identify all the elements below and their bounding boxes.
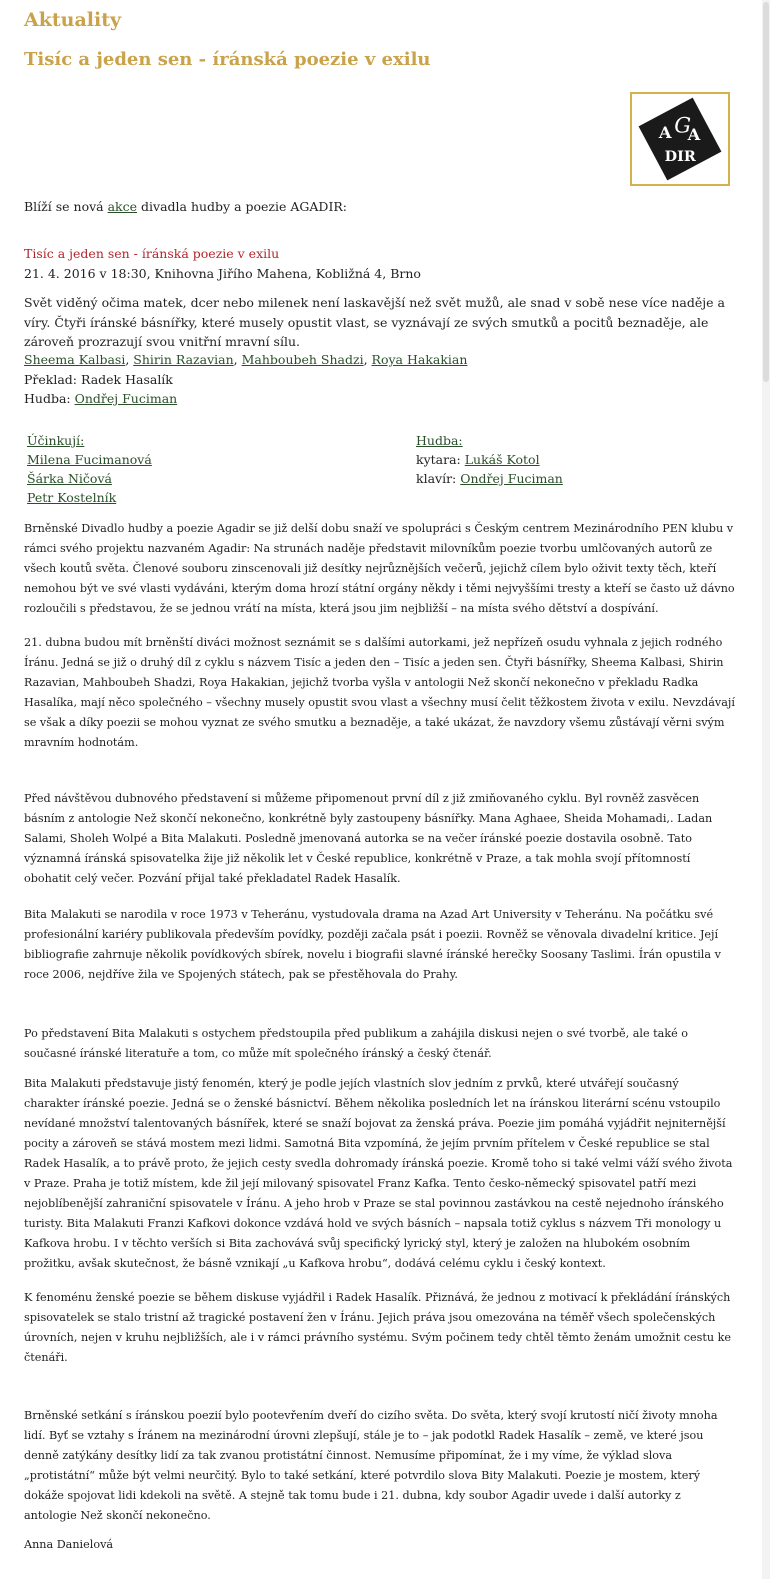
music-column (416, 431, 563, 488)
event-description: Svět viděný očima matek, dcer nebo milenek není laskavější než svět mužů, ale snad v sobě nese více naděje a víry. Čtyři íránské básnířky, které musely opustit vlast, se vyznávají ze svých smutků a pocitů beznaděje, ale zároveň prozrazují svou vnitřní mravní sílu. (24, 295, 725, 349)
poet-link[interactable]: Shirin Razavian (133, 352, 234, 367)
event-when-where: 21. 4. 2016 v 18:30, Knihovna Jiřího Mahena, Kobližná 4, Brno (24, 266, 421, 281)
performer-link[interactable]: Milena Fucimanová (27, 452, 152, 467)
performers-column (27, 431, 152, 507)
article-title: Tisíc a jeden sen - íránská poezie v exilu (24, 49, 431, 70)
paragraph-3: Před návštěvou dubnového představení si můžeme připomenout první díl z již zmiňovaného cyklu. Byl rovněž zasvěcen básním z antologie Než skončí nekonečno, konkrétně byly zastoupeny básnířky. Mana Aghaee, Sheida Mohamadi,. Ladan Salami, Sholeh Wolpé a Bita Malakuti. Posledně jmenovaná autorka se na večer íránské poezie dostavila osobně. Tato významná íránská spisovatelka žije již několik let v České republice, konkrétně v Praze, a tak mohla svojí přítomností obohatit celý večer. Pozvání přijal také překladatel Radek Hasalík. (24, 792, 713, 885)
intro-before: Blíží se nová (24, 199, 108, 214)
agadir-logo-icon (632, 94, 728, 184)
event-title: Tisíc a jeden sen - íránská poezie v exilu (24, 246, 280, 261)
scrollbar-thumb[interactable] (763, 2, 769, 382)
paragraph-7: K fenoménu ženské poezie se během diskuse vyjádřil i Radek Hasalík. Přiznává, že jednou z motivací k překládání íránských spisovatelek se stalo tristní až tragické postavení žen v Íránu. Jejich práva jsou omezována na téměř všech společenských úrovních, nejen v kruhu nejbližších, ale i v rámci právního systému. Svým počinem tedy chtěl těmto ženám umožnit cestu ke čtenáři. (24, 1291, 732, 1364)
section-title: Aktuality (24, 9, 122, 31)
paragraph-1: Brněnské Divadlo hudby a poezie Agadir se již delší dobu snaží ve spolupráci s Českým centrem Mezinárodního PEN klubu v rámci svého projektu nazvaném Agadir: Na strunách naděje představit milovníkům poezie tvorbu umlčovaných autorů ze všech koutů světa. Členové souboru zinscenovali již desítky nejrůznějších večerů, jejichž cílem bylo oživit texty těch, kteří nemohou být ve své vlasti vydáváni, kterým doma hrozí státní orgány někdy i těmi nejvyššími tresty a kteří se často už dávno rozloučili s představou, že se jednou vrátí na místa, která jsou jim nejbližší – na místa svého dětství a dospívání. (24, 522, 735, 615)
translation-line: Překlad: Radek Hasalík (24, 372, 173, 387)
logo-letter-a2: A (687, 124, 701, 144)
intro-line (24, 197, 736, 217)
composer-link[interactable]: Ondřej Fuciman (74, 391, 178, 406)
performers-heading[interactable]: Účinkují: (27, 433, 85, 448)
poets-line: Sheema Kalbasi, Shirin Razavian, Mahboubeh Shadzi, Roya Hakakian (24, 352, 468, 367)
musician-link[interactable]: Lukáš Kotol (464, 452, 540, 467)
logo-letter-a1: A (658, 123, 672, 143)
paragraph-6: Bita Malakuti představuje jistý fenomén, který je podle jejích vlastních slov jedním z prvků, které utvářejí současný charakter íránské poezie. Jedná se o ženské básnictví. Během několika posledních let na íránskou literární scénu vstoupilo nevídané množství talentovaných básnířek, které se snaží bojovat za ženská práva. Poezie jim pomáhá vyjádřit nejniternější pocity a zároveň se stává mostem mezi lidmi. Samotná Bita vzpomíná, že jejím prvním přítelem v České republice se stal Radek Hasalík, a to právě proto, že jejich cesty svedla dohromady íránská poezie. Kromě toho si také velmi váží svého života v Praze. Praha je totiž místem, kde žil její milovaný spisovatel Franz Kafka. Tento česko-německý spisovatel patří mezi nejoblíbenější zahraniční spisovatele v Íránu. A jeho hrob v Praze se stal povinnou zastávkou na cestě nejednoho íránského turisty. Bita Malakuti Franzi Kafkovi dokonce vzdává hold ve svých básních – napsala totiž cyklus s názvem Tři monology u Kafkova hrobu. I v těchto verších si Bita zachovává svůj specifický lyrický styl, který je založen na hlubokém osobním prožitku, avšak skutečnost, že básně vznikají „u Kafkova hrobu“, dodává celému cyklu i český kontext. (24, 1077, 733, 1270)
akce-link[interactable]: akce (107, 199, 138, 214)
musician-link[interactable]: Ondřej Fuciman (460, 471, 563, 486)
intro-after: divadla hudby a poezie AGADIR: (137, 199, 348, 214)
instrument-label: klavír: (416, 471, 461, 486)
performer-link[interactable]: Šárka Ničová (27, 471, 112, 486)
author-signature: Anna Danielová (24, 1538, 114, 1551)
poet-link[interactable]: Mahboubeh Shadzi (241, 352, 364, 367)
paragraph-5: Po představení Bita Malakuti s ostychem předstoupila před publikum a zahájila diskusi nejen o své tvorbě, ale také o současné íránské literatuře a tom, co může mít společného íránský a český čtenář. (24, 1027, 689, 1060)
logo-letter-g: G (674, 112, 692, 138)
poet-link[interactable]: Sheema Kalbasi (24, 352, 126, 367)
music-line (24, 389, 736, 409)
agadir-logo (630, 92, 730, 186)
music-label: Hudba: (24, 391, 75, 406)
performer-link[interactable]: Petr Kostelník (27, 490, 117, 505)
paragraph-4: Bita Malakuti se narodila v roce 1973 v Teheránu, vystudovala drama na Azad Art University v Teheránu. Na počátku své profesionální kariéry publikovala především povídky, později začala psát i poezii. Rovněž se věnovala divadelní kritice. Její bibliografie zahrnuje několik povídkových sbírek, novelu i biografii slavné íránské herečky Soosany Taslimi. Írán opustila v roce 2006, nejdříve žila ve Spojených státech, pak se přestěhovala do Prahy. (24, 908, 721, 981)
logo-letters-dir: DIR (664, 149, 696, 166)
paragraph-8: Brněnské setkání s íránskou poezií bylo pootevřením dveří do cizího světa. Do světa, který svojí krutostí ničí životy mnoha lidí. Byť se vztahy s Íránem na mezinárodní úrovni zlepšují, stále je to – jak podotkl Radek Hasalík – země, ve které jsou denně zatýkány desítky lidí za tak zvanou protistátní činnost. Nemusíme připomínat, že i my víme, že výklad slova „protistátní“ může být velmi neurčitý. Bylo to také setkání, které potvrdilo slova Bity Malakuti. Poezie je mostem, který dokáže spojovat lidi kdekoli na světě. A stejně tak tomu bude i 21. dubna, kdy soubor Agadir uvede i další autorky z antologie Než skončí nekonečno. (24, 1409, 718, 1522)
paragraph-2: 21. dubna budou mít brněnští diváci možnost seznámit se s dalšími autorkami, jež nepřízeň osudu vyhnala z jejich rodného Íránu. Jedná se již o druhý díl z cyklu s názvem Tisíc a jeden den – Tisíc a jeden sen. Čtyři básnířky, Sheema Kalbasi, Shirin Razavian, Mahboubeh Shadzi, Roya Hakakian, jejichž tvorba vyšla v antologii Než skončí nekonečno v překladu Radka Hasalíka, mají něco společného – všechny musely opustit svou vlast a všechny musí čelit těžkostem života v exilu. Nevzdávají se však a díky poezii se mohou vyznat ze svého smutku a beznaděje, a také ukázat, že navzdory všemu zůstávají věrni svým mravním hodnotám. (24, 636, 735, 749)
instrument-label: kytara: (416, 452, 465, 467)
poet-link[interactable]: Roya Hakakian (371, 352, 468, 367)
music-heading[interactable]: Hudba: (416, 433, 463, 448)
